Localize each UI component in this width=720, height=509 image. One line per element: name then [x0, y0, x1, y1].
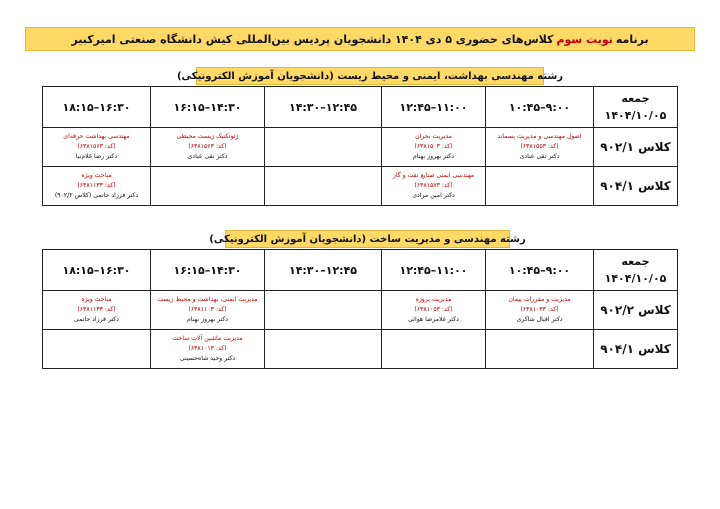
schedule-cell — [43, 291, 151, 330]
time-slot-header: ۱۱:۰۰–۱۲:۴۵ — [382, 250, 486, 291]
professor-name: دکتر غلامرضا هوائی — [408, 316, 459, 323]
class-label: کلاس ۹۰۲/۱ — [594, 128, 678, 167]
course-code: (کد: ۶۳۸۱۵۷۳) — [414, 182, 453, 189]
course-code: (کد: ۶۳۸۱۱۰۳) — [188, 306, 227, 313]
schedule-cell — [486, 291, 594, 330]
date-label: ۱۴۰۴/۱۰/۰۵ — [604, 109, 667, 122]
day-label: جمعه — [621, 92, 650, 105]
schedule-cell — [382, 291, 486, 330]
course-code: (کد: ۶۳۸۱۵۶۳) — [188, 143, 227, 150]
schedule-cell — [265, 128, 382, 167]
class-label: کلاس ۹۰۴/۱ — [594, 330, 678, 369]
course-name: مدیریت بحران — [415, 133, 452, 140]
day-header-cell — [594, 250, 678, 291]
professor-name: دکتر تقی عبادی — [519, 153, 560, 160]
course-name: مهندسی بهداشت حرفه‌ای — [63, 133, 130, 140]
class-row — [43, 128, 678, 167]
page-header-banner — [25, 27, 695, 51]
class-row — [43, 330, 678, 369]
schedule-cell — [486, 330, 594, 369]
time-slot-header: ۱۲:۴۵–۱۴:۳۰ — [265, 250, 382, 291]
schedule-cell — [486, 167, 594, 206]
section-title-construction: رشته مهندسی و مدیریت ساخت (دانشجویان آموزش الکترونیکی) — [225, 230, 510, 248]
day-label: جمعه — [621, 255, 650, 268]
course-code: (کد: ۶۳۸۱۰۱۳) — [188, 345, 227, 352]
day-header-cell — [594, 87, 678, 128]
course-name: مدیریت ایمنی، بهداشت و محیط زیست — [157, 296, 258, 303]
schedule-cell — [265, 330, 382, 369]
schedule-cell — [382, 330, 486, 369]
header-row — [43, 87, 678, 128]
time-slot-header: ۱۲:۴۵–۱۴:۳۰ — [265, 87, 382, 128]
header-accent: نوبت سوم — [556, 32, 613, 46]
course-name: مهندسی ایمنی صنایع نفت و گاز — [392, 172, 475, 179]
header-row — [43, 250, 678, 291]
class-label: کلاس ۹۰۴/۱ — [594, 167, 678, 206]
class-label: کلاس ۹۰۲/۲ — [594, 291, 678, 330]
schedule-cell — [486, 128, 594, 167]
schedule-cell — [265, 167, 382, 206]
professor-name: دکتر بهروز بهنام — [412, 153, 455, 160]
class-row — [43, 167, 678, 206]
time-slot-header: ۱۶:۳۰–۱۸:۱۵ — [43, 250, 151, 291]
time-slot-header: ۱۴:۳۰–۱۶:۱۵ — [151, 87, 265, 128]
course-code: (کد: ۶۳۸۱۱۳۳) — [77, 182, 116, 189]
professor-name: دکتر رضا غلام‌نیا — [75, 153, 118, 160]
schedule-cell — [151, 128, 265, 167]
schedule-cell — [265, 291, 382, 330]
course-code: (کد: ۶۳۸۱۵۰۳) — [414, 143, 453, 150]
course-code: (کد: ۶۳۸۱۱۳۳) — [77, 306, 116, 313]
course-code: (کد: ۶۳۸۱۰۵۳) — [414, 306, 453, 313]
schedule-cell — [151, 167, 265, 206]
schedule-cell — [43, 128, 151, 167]
schedule-table-hse — [42, 86, 678, 206]
time-slot-header: ۱۱:۰۰–۱۲:۴۵ — [382, 87, 486, 128]
schedule-cell — [151, 291, 265, 330]
time-slot-header: ۱۶:۳۰–۱۸:۱۵ — [43, 87, 151, 128]
professor-name: دکتر تقی عبادی — [187, 153, 228, 160]
course-name: مباحث ویژه — [81, 172, 112, 179]
header-prefix: برنامه — [615, 32, 649, 46]
header-text: کلاس‌های حضوری ۵ دی ۱۴۰۴ دانشجویان پردیس بین‌المللی کیش دانشگاه صنعتی امیرکبیر — [71, 32, 554, 46]
schedule-cell — [382, 128, 486, 167]
schedule-cell — [43, 167, 151, 206]
schedule-table-construction — [42, 249, 678, 369]
date-label: ۱۴۰۴/۱۰/۰۵ — [604, 272, 667, 285]
schedule-cell — [382, 167, 486, 206]
schedule-cell — [151, 330, 265, 369]
section-title-hse: رشته مهندسی بهداشت، ایمنی و محیط زیست (دانشجویان آموزش الکترونیکی) — [196, 67, 544, 85]
course-code: (کد: ۶۳۸۱۰۴۳) — [520, 306, 559, 313]
time-slot-header: ۹:۰۰–۱۰:۴۵ — [486, 250, 594, 291]
class-row — [43, 291, 678, 330]
professor-name: دکتر فرزاد حاتمی (کلاس ۹۰۲/۲) — [54, 192, 139, 199]
course-name: اصول مهندسی و مدیریت پسماند — [497, 133, 582, 140]
professor-name: دکتر فرزاد حاتمی — [74, 316, 119, 323]
course-code: (کد: ۶۳۸۱۵۵۳) — [520, 143, 559, 150]
course-name: مدیریت و مقررات پیمان — [508, 296, 571, 303]
time-slot-header: ۹:۰۰–۱۰:۴۵ — [486, 87, 594, 128]
course-code: (کد: ۶۳۸۱۵۶۳) — [77, 143, 116, 150]
professor-name: دکتر اقبال شاکری — [516, 316, 563, 323]
course-name: مدیریت پروژه — [415, 296, 452, 303]
course-name: ژئوتکنیک زیست محیطی — [176, 133, 239, 140]
schedule-cell — [43, 330, 151, 369]
professor-name: دکتر بهروز بهنام — [186, 316, 229, 323]
professor-name: دکتر وحید شاه‌حسینی — [179, 355, 236, 362]
time-slot-header: ۱۴:۳۰–۱۶:۱۵ — [151, 250, 265, 291]
course-name: مدیریت ماشین آلات ساخت — [172, 335, 243, 342]
course-name: مباحث ویژه — [81, 296, 112, 303]
professor-name: دکتر امین مرادی — [412, 192, 455, 199]
